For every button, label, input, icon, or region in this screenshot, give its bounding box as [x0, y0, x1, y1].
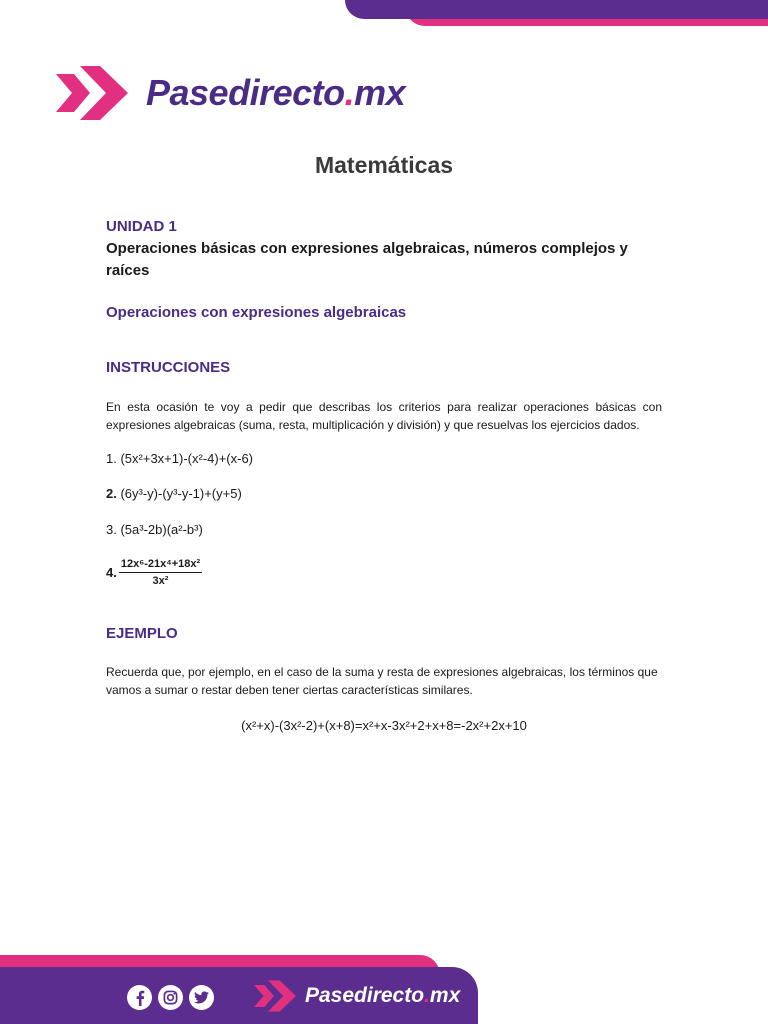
exercise-3 — [106, 522, 203, 537]
fraction-denominator: 3x² — [152, 575, 169, 587]
facebook-icon[interactable] — [127, 985, 152, 1010]
unit-label: UNIDAD 1 — [106, 218, 177, 235]
exercise-number: 4. — [106, 565, 117, 580]
fraction — [119, 558, 202, 587]
instructions-text: En esta ocasión te voy a pedir que describas los criterios para realizar operaciones básicas con expresiones algebraicas (suma, resta, multiplicación y división) y que resuelvas los ejercicios dados. — [106, 400, 662, 432]
page-title: Matemáticas — [314, 152, 454, 178]
example-heading: EJEMPLO — [106, 625, 178, 642]
twitter-icon[interactable] — [189, 985, 214, 1010]
exercise-expression: (6y³-y)-(y³-y-1)+(y+5) — [120, 486, 242, 501]
footer-logo — [253, 979, 460, 1013]
chevron-logo-icon — [54, 64, 130, 122]
exercise-number: 3. — [106, 522, 117, 537]
exercise-number: 2. — [106, 486, 117, 501]
top-band-purple — [345, 0, 768, 19]
exercise-4 — [106, 558, 202, 587]
exercise-2 — [106, 486, 242, 501]
header-logo — [54, 64, 405, 122]
instagram-icon[interactable] — [158, 985, 183, 1010]
logo-wordmark: Pasedirecto.mx — [146, 72, 406, 113]
instructions-heading: INSTRUCCIONES — [106, 359, 231, 376]
exercise-expression: (5x²+3x+1)-(x²-4)+(x-6) — [120, 451, 254, 466]
exercise-expression: (5a³-2b)(a²-b³) — [120, 522, 203, 537]
chevron-logo-icon — [253, 979, 297, 1013]
exercise-1 — [106, 451, 253, 466]
unit-title: Operaciones básicas con expresiones algebraicas, números complejos y raíces — [106, 240, 628, 279]
example-equation: (x²+x)-(3x²-2)+(x+8)=x²+x-3x²+2+x+8=-2x²+2x+10 — [241, 718, 527, 733]
footer-wordmark: Pasedirecto.mx — [305, 984, 461, 1007]
fraction-numerator: 12x⁶-21x⁴+18x² — [119, 558, 202, 573]
exercise-number: 1. — [106, 451, 117, 466]
example-text: Recuerda que, por ejemplo, en el caso de la suma y resta de expresiones algebraicas, los términos que vamos a sumar o restar deben tener ciertas características similares. — [106, 665, 658, 697]
top-decorative-band — [345, 0, 768, 22]
social-links — [127, 985, 214, 1010]
section-heading: Operaciones con expresiones algebraicas — [106, 304, 407, 321]
